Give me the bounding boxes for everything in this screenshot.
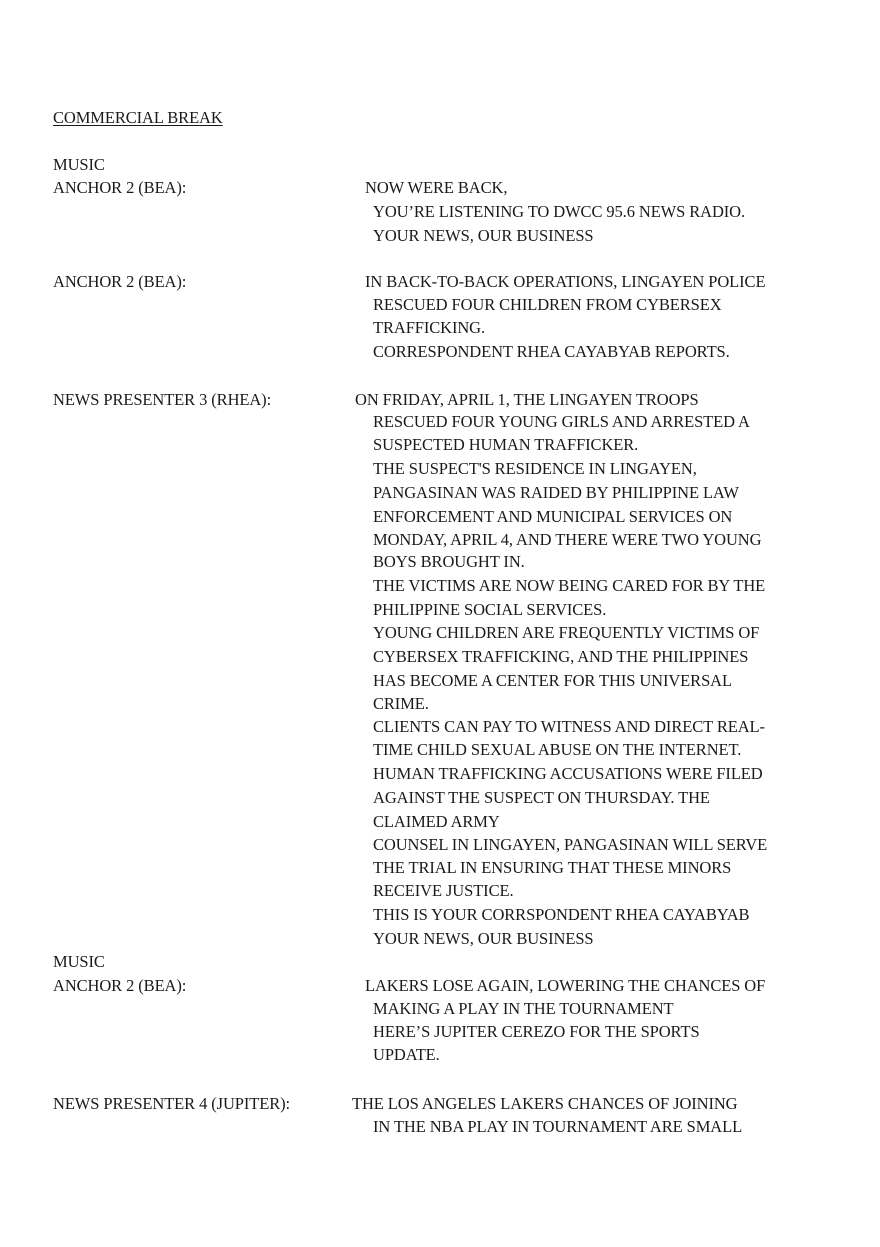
speaker-label: ANCHOR 2 (BEA): xyxy=(53,178,187,197)
script-line: UPDATE. xyxy=(373,1045,440,1064)
script-line: AGAINST THE SUSPECT ON THURSDAY. THE xyxy=(373,788,710,807)
script-line: RECEIVE JUSTICE. xyxy=(373,881,514,900)
script-line: MONDAY, APRIL 4, AND THERE WERE TWO YOUNG xyxy=(373,530,762,549)
script-line: YOU’RE LISTENING TO DWCC 95.6 NEWS RADIO. xyxy=(373,202,746,221)
script-line: PHILIPPINE SOCIAL SERVICES. xyxy=(373,600,607,619)
script-line: THE VICTIMS ARE NOW BEING CARED FOR BY THE xyxy=(373,576,766,595)
script-line: HAS BECOME A CENTER FOR THIS UNIVERSAL xyxy=(373,671,732,690)
script-line: IN THE NBA PLAY IN TOURNAMENT ARE SMALL xyxy=(373,1117,743,1136)
script-line: CRIME. xyxy=(373,694,429,713)
speaker-label: NEWS PRESENTER 3 (RHEA): xyxy=(53,390,272,409)
script-line: ON FRIDAY, APRIL 1, THE LINGAYEN TROOPS xyxy=(355,390,699,409)
speaker-label: NEWS PRESENTER 4 (JUPITER): xyxy=(53,1094,291,1113)
script-line: PANGASINAN WAS RAIDED BY PHILIPPINE LAW xyxy=(373,483,739,502)
script-line: RESCUED FOUR YOUNG GIRLS AND ARRESTED A xyxy=(373,412,750,431)
script-line: CLIENTS CAN PAY TO WITNESS AND DIRECT REAL- xyxy=(373,717,765,736)
music-cue: MUSIC xyxy=(53,952,105,971)
script-line: YOUR NEWS, OUR BUSINESS xyxy=(373,226,594,245)
script-line: TIME CHILD SEXUAL ABUSE ON THE INTERNET. xyxy=(373,740,742,759)
script-line: THE LOS ANGELES LAKERS CHANCES OF JOINING xyxy=(352,1094,738,1113)
script-line: HUMAN TRAFFICKING ACCUSATIONS WERE FILED xyxy=(373,764,763,783)
script-line: NOW WERE BACK, xyxy=(365,178,508,197)
script-line: SUSPECTED HUMAN TRAFFICKER. xyxy=(373,435,639,454)
script-line: CORRESPONDENT RHEA CAYABYAB REPORTS. xyxy=(373,342,730,361)
script-line: LAKERS LOSE AGAIN, LOWERING THE CHANCES OF xyxy=(365,976,766,995)
script-line: CLAIMED ARMY xyxy=(373,812,500,831)
script-line: IN BACK-TO-BACK OPERATIONS, LINGAYEN POLICE xyxy=(365,272,766,291)
script-line: TRAFFICKING. xyxy=(373,318,486,337)
script-line: RESCUED FOUR CHILDREN FROM CYBERSEX xyxy=(373,295,722,314)
script-line: BOYS BROUGHT IN. xyxy=(373,552,525,571)
commercial-break-heading: COMMERCIAL BREAK xyxy=(53,108,223,127)
script-line: MAKING A PLAY IN THE TOURNAMENT xyxy=(373,999,674,1018)
speaker-label: ANCHOR 2 (BEA): xyxy=(53,976,187,995)
script-line: THE SUSPECT'S RESIDENCE IN LINGAYEN, xyxy=(373,459,697,478)
script-line: ENFORCEMENT AND MUNICIPAL SERVICES ON xyxy=(373,507,733,526)
script-line: YOUNG CHILDREN ARE FREQUENTLY VICTIMS OF xyxy=(373,623,760,642)
speaker-label: ANCHOR 2 (BEA): xyxy=(53,272,187,291)
script-line: CYBERSEX TRAFFICKING, AND THE PHILIPPINES xyxy=(373,647,749,666)
script-line: THE TRIAL IN ENSURING THAT THESE MINORS xyxy=(373,858,732,877)
script-line: YOUR NEWS, OUR BUSINESS xyxy=(373,929,594,948)
script-line: THIS IS YOUR CORRSPONDENT RHEA CAYABYAB xyxy=(373,905,750,924)
script-line: COUNSEL IN LINGAYEN, PANGASINAN WILL SERVE xyxy=(373,835,768,854)
script-line: HERE’S JUPITER CEREZO FOR THE SPORTS xyxy=(373,1022,700,1041)
music-cue: MUSIC xyxy=(53,155,105,174)
